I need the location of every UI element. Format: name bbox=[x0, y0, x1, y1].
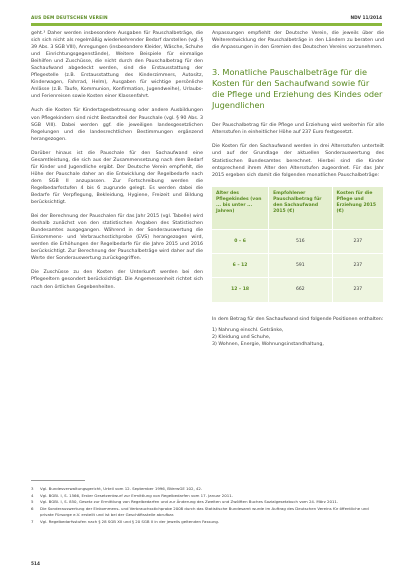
cost-list bbox=[212, 327, 384, 348]
table-row bbox=[212, 278, 384, 302]
footnote bbox=[31, 486, 382, 493]
table-cell-care: 237 bbox=[332, 254, 383, 278]
left-paragraph: Die Zuschüsse zu den Kosten der Unterkunft werden bei den Pflegeeltern gesondert berücksichtigt. Die Angemessenheit richtet sich nach den örtlichen Gegebenheiten. bbox=[31, 270, 203, 290]
cost-list-item: 2) Kleidung und Schuhe, bbox=[212, 334, 271, 340]
footnote-number: 6 bbox=[31, 505, 34, 511]
cost-list-item: 1) Nahrung einschl. Getränke, bbox=[212, 327, 284, 333]
footnote-number: 7 bbox=[31, 518, 34, 524]
table-row bbox=[212, 230, 384, 254]
footnote bbox=[31, 499, 382, 506]
cost-list-item: 3) Wohnen, Energie, Wohnungsinstandhaltung, bbox=[212, 341, 324, 347]
footnote-text: Vgl. Regelbedarfsstufen nach § 28 SGB XII und § 20 SGB II in der jeweils geltenden Fassung. bbox=[40, 518, 220, 524]
left-paragraph: Bei der Berechnung der Pauschalen für das Jahr 2015 (vgl. Tabelle) wird deshalb zunächst von den statistischen Angaben des Statistischen Bundesamtes ausgegangen. Während in der Sonderauswertung die Einkommens- und Verbrauchsstichprobe (EVS) herangezogen wird, werden die Erhöhungen der Regelbedarfe für die Jahre 2015 und 2016 berücksichtigt. Zur Berechnung der Pauschalbeträge wird daher auf die Werte der Sonderauswertung zurückgegriffen. bbox=[31, 214, 203, 262]
left-paragraph: geht.³ Daher werden insbesondere Ausgaben für Pauschalbeträge, die sich sich nicht als regelmäßig wiederkehrender Bedarf darstellen (vgl. § 39 Abs. 3 SGB VIII), Anregungen (insbesondere Kleider, Wäsche, Schuhe und Einrichtungsgegenstände), Weitere Beispiele für einmalige Beihilfen und Zuschüsse, die nicht durch den Pauschalbetrag für den Sachaufwand abgedeckt werden, sind die Erstausstattung der Pflegestelle (z.B. Erstausstattung des Kinderzimmers, Autositz, Kinderwagen, Fahrrad, Helm), Ausgaben für wichtige persönliche Anlässe (z.B. Taufe, Kommunion, Konfirmation, Jugendweihe), Urlaubs- und Ferienreisen sowie Kosten einer Klassenfahrt. bbox=[31, 31, 203, 100]
table-row bbox=[212, 254, 384, 278]
section-heading: 3. Monatliche Pauschalbeträge für die Kosten für den Sachaufwand sowie für die Pflege und Erziehung des Kindes oder Jugendlichen bbox=[212, 67, 383, 110]
footnote bbox=[31, 519, 382, 526]
amounts-table bbox=[212, 187, 384, 302]
left-paragraph: Darüber hinaus ist die Pauschale für den Sachaufwand eine Gesamtleistung, die sich aus der Zusammensetzung nach dem Bedarf für Kinder und Jugendliche ergibt. Der Deutsche Verein empfiehlt, die Höhe der Pauschale daher an die Entwicklung der Regelbedarfe nach dem SGB II anzupassen. Zur Fortschreibung werden die Regelbedarfsstufen 4 bis 6 zugrunde gelegt. Es werden dabei die Bedarfe für Verpflegung, Bekleidung, Hygiene, Freizeit und Bildung berücksichtigt. bbox=[31, 150, 203, 206]
table-cell-care: 237 bbox=[332, 278, 383, 302]
right-after-table: In dem Betrag für den Sachaufwand sind folgende Positionen enthalten: bbox=[212, 316, 384, 322]
table-cell-age: 0 – 6 bbox=[212, 230, 269, 254]
footnote-number: 3 bbox=[31, 486, 34, 491]
footnote-text: Die Sonderauswertung der Einkommens- und Verbrauchsstichprobe 2008 durch das Statistische Bundesamt wurde im Auftrag des Deutschen Vereins für öffentliche und private Fürsorge e.V. erstellt und ist bei der Geschäftsstelle abrufbar. bbox=[40, 505, 369, 518]
footnote-text: Vgl. Bundesverwaltungsgericht, Urteil vom 12. September 1996, BVerwGE 102, 42. bbox=[40, 486, 203, 491]
right-paragraph: Der Pauschalbetrag für die Pflege und Erziehung wird weiterhin für alle Altersstufen in einheitlicher Höhe auf 237 Euro festgesetzt. bbox=[212, 123, 384, 136]
table-cell-material: 591 bbox=[269, 254, 332, 278]
footnote-number: 5 bbox=[31, 499, 34, 505]
header-rule bbox=[31, 23, 382, 26]
table-cell-material: 516 bbox=[269, 230, 332, 254]
page-number: 514 bbox=[31, 562, 40, 567]
left-column bbox=[31, 30, 203, 298]
footnote-text: Vgl. BGBl. I, S. 850, Gesetz zur Ermittlung von Regelbedarfen und zur Änderung des Zweiten und Zwölften Buches Sozialgesetzbuch vom 24. März 2011. bbox=[40, 499, 339, 505]
left-paragraph: Auch die Kosten für Kindertagesbetreuung oder andere Ausbildungen von Pflegekindern sind nicht Bestandteil der Pauschale (vgl. § 90 Abs. 3 SGB VIII). Dabei werden ggf. die jeweiligen landesgesetzlichen Regelungen und die landesrechtlichen Bestimmungen ergänzend herangezogen. bbox=[31, 108, 203, 142]
table-cell-care: 237 bbox=[332, 230, 383, 254]
footnote-number: 4 bbox=[31, 492, 34, 498]
footnote bbox=[31, 506, 382, 519]
right-paragraph: Die Kosten für den Sachaufwand werden in drei Altersstufen unterteilt und auf der Grundlage der aktuellen Sonderauswertung des Statistischen Bundesamtes berechnet. Hierbei sind die Kinder entsprechend ihrem Alter den Altersstufen zugeordnet. Für das Jahr 2015 ergeben sich damit die folgenden monatlichen Pauschalbeträge: bbox=[212, 144, 384, 178]
section-label: AUS DEM DEUTSCHEN VEREIN bbox=[31, 16, 108, 21]
table-header-row bbox=[212, 187, 384, 230]
footnote bbox=[31, 493, 382, 500]
table-header-care: Kosten für die Pflege und Erziehung 2015 (€) bbox=[332, 187, 383, 230]
table-cell-age: 12 – 18 bbox=[212, 278, 269, 302]
table-header-age: Alter des Pflegekindes (von ... bis unter ... Jahren) bbox=[212, 187, 269, 230]
footnotes bbox=[31, 486, 382, 526]
table-header-material: Empfohlener Pauschalbetrag für den Sachaufwand 2015 (€) bbox=[269, 187, 332, 230]
issue-label: NDV 11/2014 bbox=[350, 16, 382, 21]
right-column bbox=[212, 30, 384, 348]
right-intro: Anpassungen empfiehlt der Deutsche Verein, die jeweils über die Weiterentwicklung der Pauschalbeträge in den Ländern zu beraten und die Anpassungen in den Gremien des Deutschen Vereins vorzunehmen. bbox=[212, 31, 384, 51]
table-cell-material: 662 bbox=[269, 278, 332, 302]
table-cell-age: 6 – 12 bbox=[212, 254, 269, 278]
footnote-text: Vgl. BGBl. I, S. 1566, Erster Gesetzentwurf zur Ermittlung von Regelbedarfen vom 17. Januar 2011. bbox=[40, 492, 233, 498]
footnote-rule bbox=[31, 480, 85, 481]
